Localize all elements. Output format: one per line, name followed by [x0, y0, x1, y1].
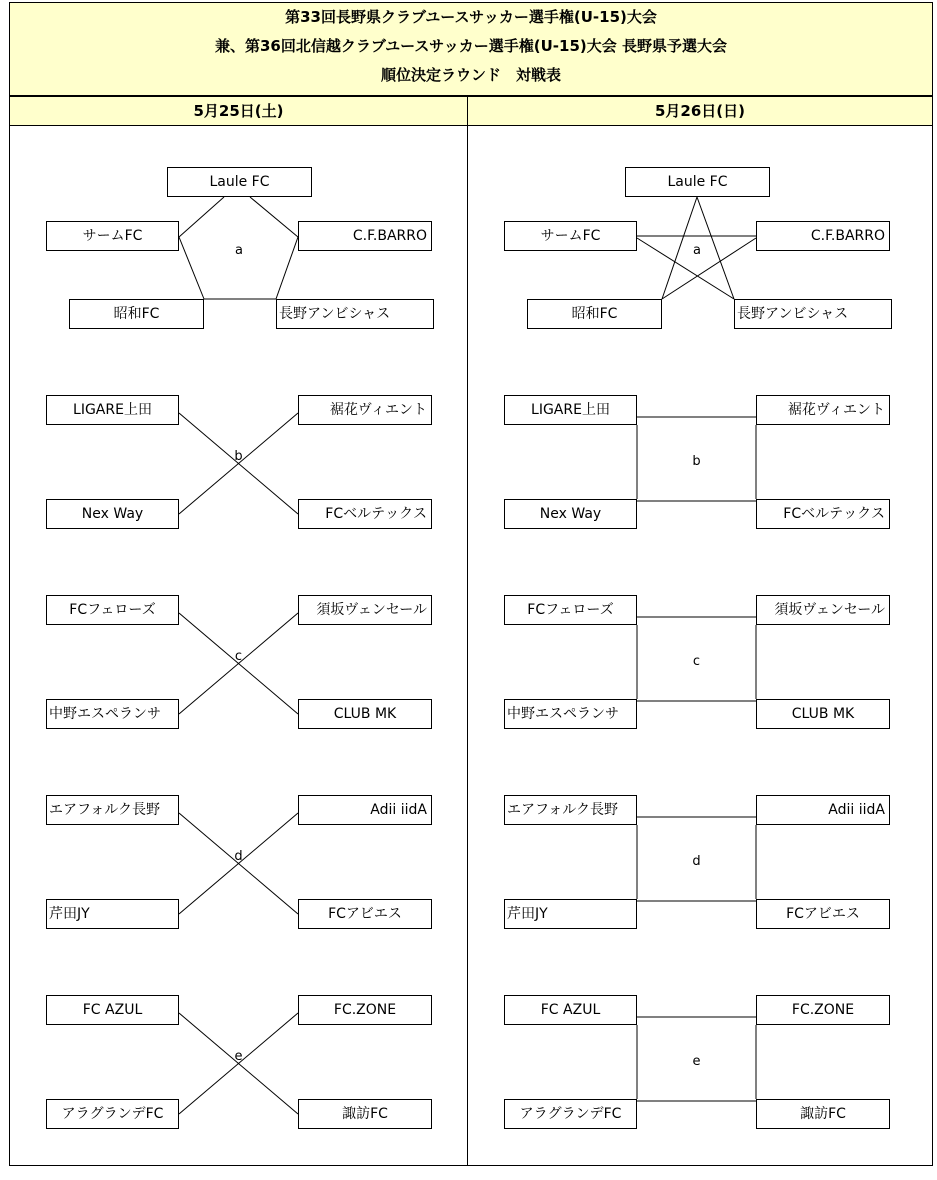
day2-a-team-bottom-left: 昭和FC — [527, 299, 662, 329]
day1-b-team-bottom-right: FCベルテックス — [298, 499, 432, 529]
day1-group-label-a: a — [235, 243, 243, 258]
day2-d-team-top-right: Adii iidA — [756, 795, 890, 825]
title-line-1: 第33回長野県クラブユースサッカー選手権(U-15)大会 — [285, 8, 657, 26]
day1-a-team-right: C.F.BARRO — [298, 221, 432, 251]
day1-b-team-top-right: 裾花ヴィエント — [298, 395, 432, 425]
date-header-day1: 5月25日(土) — [9, 96, 468, 126]
day1-b-team-bottom-left: Nex Way — [46, 499, 179, 529]
day2-c-team-bottom-left: 中野エスペランサ — [504, 699, 637, 729]
day2-e-group-label: e — [692, 1054, 701, 1069]
day1-d-team-top-right: Adii iidA — [298, 795, 432, 825]
day1-a-line-4 — [276, 237, 298, 299]
day1-d-team-bottom-right: FCアビエス — [298, 899, 432, 929]
day1-c-team-top-left: FCフェローズ — [46, 595, 179, 625]
day2-e-team-bottom-right: 諏訪FC — [756, 1099, 890, 1129]
day2-a-team-top: Laule FC — [625, 167, 770, 197]
day2-a-line-4 — [637, 238, 734, 299]
day2-d-team-bottom-right: FCアビエス — [756, 899, 890, 929]
title-line-2: 兼、第36回北信越クラブユースサッカー選手権(U-15)大会 長野県予選大会 — [215, 37, 727, 55]
day2-e-team-bottom-left: アラグランデFC — [504, 1099, 637, 1129]
day2-c-team-top-right: 須坂ヴェンセール — [756, 595, 890, 625]
day2-b-team-bottom-right: FCベルテックス — [756, 499, 890, 529]
day2-e-team-top-left: FC AZUL — [504, 995, 637, 1025]
title-line-3: 順位決定ラウンド 対戦表 — [380, 66, 561, 84]
day1-a-team-bottom-left: 昭和FC — [69, 299, 204, 329]
day2-c-group-label: c — [692, 654, 701, 669]
day1-d-group-label: d — [234, 849, 243, 864]
day2-a-team-right: C.F.BARRO — [756, 221, 890, 251]
day1-a-line-1 — [179, 197, 224, 237]
day1-a-team-left: サームFC — [46, 221, 179, 251]
day1-e-group-label: e — [234, 1049, 243, 1064]
day2-b-team-bottom-left: Nex Way — [504, 499, 637, 529]
day1-e-team-top-left: FC AZUL — [46, 995, 179, 1025]
day1-d-team-top-left: エアフォルク長野 — [46, 795, 179, 825]
day2-e-team-top-right: FC.ZONE — [756, 995, 890, 1025]
day2-b-group-label: b — [692, 454, 701, 469]
day1-c-team-bottom-left: 中野エスペランサ — [46, 699, 179, 729]
day2-a-team-bottom-right: 長野アンビシャス — [734, 299, 892, 329]
day1-c-team-top-right: 須坂ヴェンセール — [298, 595, 432, 625]
day2-d-team-bottom-left: 芹田JY — [504, 899, 637, 929]
day1-a-team-top: Laule FC — [167, 167, 312, 197]
day1-e-team-top-right: FC.ZONE — [298, 995, 432, 1025]
day2-a-team-left: サームFC — [504, 221, 637, 251]
day1-a-team-bottom-right: 長野アンビシャス — [276, 299, 434, 329]
day1-c-team-bottom-right: CLUB MK — [298, 699, 432, 729]
day2-d-group-label: d — [692, 854, 701, 869]
day2-c-team-top-left: FCフェローズ — [504, 595, 637, 625]
day2-b-team-top-right: 裾花ヴィエント — [756, 395, 890, 425]
day1-b-team-top-left: LIGARE上田 — [46, 395, 179, 425]
day2-d-team-top-left: エアフォルク長野 — [504, 795, 637, 825]
day2-a-line-5 — [662, 238, 756, 299]
day1-a-line-3 — [179, 237, 204, 299]
day1-a-line-2 — [250, 197, 298, 237]
day2-group-label-a: a — [693, 243, 701, 258]
day2-c-team-bottom-right: CLUB MK — [756, 699, 890, 729]
day1-c-group-label: c — [234, 649, 243, 664]
date-header-day2: 5月26日(日) — [467, 96, 933, 126]
day1-d-team-bottom-left: 芹田JY — [46, 899, 179, 929]
day2-b-team-top-left: LIGARE上田 — [504, 395, 637, 425]
day1-b-group-label: b — [234, 449, 243, 464]
day1-e-team-bottom-left: アラグランデFC — [46, 1099, 179, 1129]
day1-e-team-bottom-right: 諏訪FC — [298, 1099, 432, 1129]
